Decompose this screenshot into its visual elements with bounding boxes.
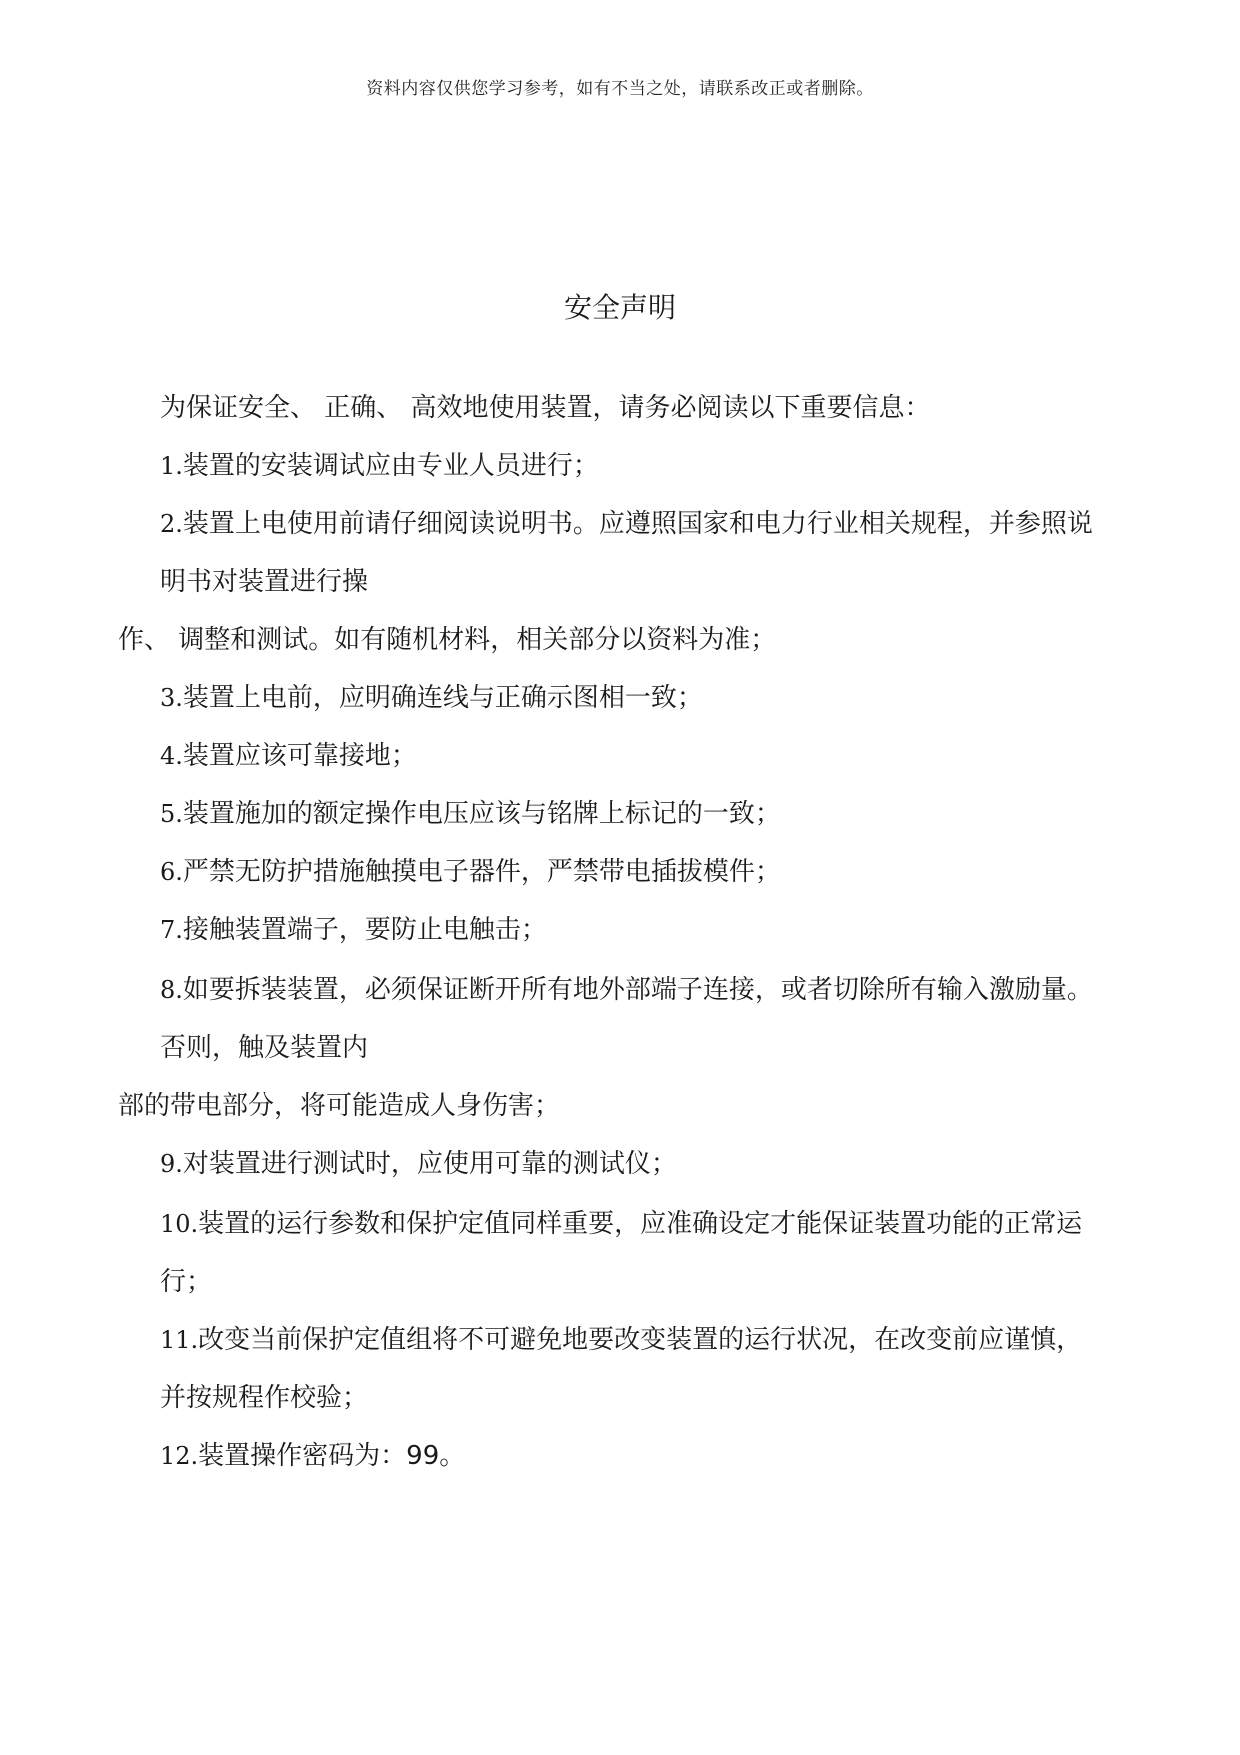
item-number: 3. bbox=[160, 684, 183, 712]
item-number: 10. bbox=[160, 1210, 199, 1238]
item-text: 严禁无防护措施触摸电子器件，严禁带电插拔模件； bbox=[182, 857, 781, 887]
list-item-8 bbox=[160, 974, 1093, 1006]
item-number: 12. bbox=[160, 1442, 199, 1470]
header-disclaimer: 资料内容仅供您学习参考，如有不当之处，请联系改正或者删除。 bbox=[366, 79, 874, 99]
item-text: 对装置进行测试时，应使用可靠的测试仪； bbox=[182, 1149, 677, 1179]
list-item-10-continuation: 行； bbox=[160, 1267, 213, 1297]
list-item-8-continuation-flush: 部的带电部分，将可能造成人身伤害； bbox=[118, 1091, 561, 1121]
list-item-2-continuation: 明书对装置进行操 bbox=[160, 567, 369, 597]
item-number: 11. bbox=[160, 1326, 199, 1354]
item-text: 装置上电使用前请仔细阅读说明书。应遵照国家和电力行业相关规程，并参照说 bbox=[182, 509, 1093, 539]
list-item-12 bbox=[160, 1440, 465, 1472]
list-item-1 bbox=[160, 450, 599, 482]
list-item-8-continuation: 否则，触及装置内 bbox=[160, 1033, 369, 1063]
page-title: 安全声明 bbox=[563, 291, 676, 324]
item-text: 改变当前保护定值组将不可避免地要改变装置的运行状况，在改变前应谨慎， bbox=[198, 1325, 1083, 1355]
list-item-6 bbox=[160, 856, 781, 888]
list-item-11 bbox=[160, 1324, 1082, 1356]
list-item-2 bbox=[160, 508, 1093, 540]
item-text: 装置施加的额定操作电压应该与铭牌上标记的一致； bbox=[182, 799, 781, 829]
item-text: 装置应该可靠接地； bbox=[182, 741, 417, 771]
item-text: 如要拆装装置，必须保证断开所有地外部端子连接，或者切除所有输入激励量。 bbox=[182, 975, 1093, 1005]
list-item-10 bbox=[160, 1208, 1082, 1240]
item-number: 2. bbox=[160, 510, 183, 538]
item-number: 8. bbox=[160, 976, 183, 1004]
item-text: 装置操作密码为：99。 bbox=[198, 1441, 466, 1471]
list-item-5 bbox=[160, 798, 781, 830]
item-number: 4. bbox=[160, 742, 183, 770]
item-text: 接触装置端子，要防止电触击； bbox=[182, 915, 547, 945]
list-item-3 bbox=[160, 682, 703, 714]
intro-paragraph: 为保证安全、 正确、 高效地使用装置，请务必阅读以下重要信息： bbox=[160, 393, 931, 423]
list-item-11-continuation: 并按规程作校验； bbox=[160, 1383, 369, 1413]
list-item-2-continuation-flush: 作、 调整和测试。如有随机材料，相关部分以资料为准； bbox=[118, 625, 777, 655]
item-text: 装置的安装调试应由专业人员进行； bbox=[182, 451, 599, 481]
list-item-4 bbox=[160, 740, 417, 772]
item-text: 装置上电前，应明确连线与正确示图相一致； bbox=[182, 683, 703, 713]
item-number: 5. bbox=[160, 800, 183, 828]
item-number: 7. bbox=[160, 916, 183, 944]
item-number: 6. bbox=[160, 858, 183, 886]
item-number: 9. bbox=[160, 1150, 183, 1178]
item-number: 1. bbox=[160, 452, 183, 480]
list-item-9 bbox=[160, 1148, 677, 1180]
item-text: 装置的运行参数和保护定值同样重要，应准确设定才能保证装置功能的正常运 bbox=[198, 1209, 1083, 1239]
list-item-7 bbox=[160, 914, 547, 946]
